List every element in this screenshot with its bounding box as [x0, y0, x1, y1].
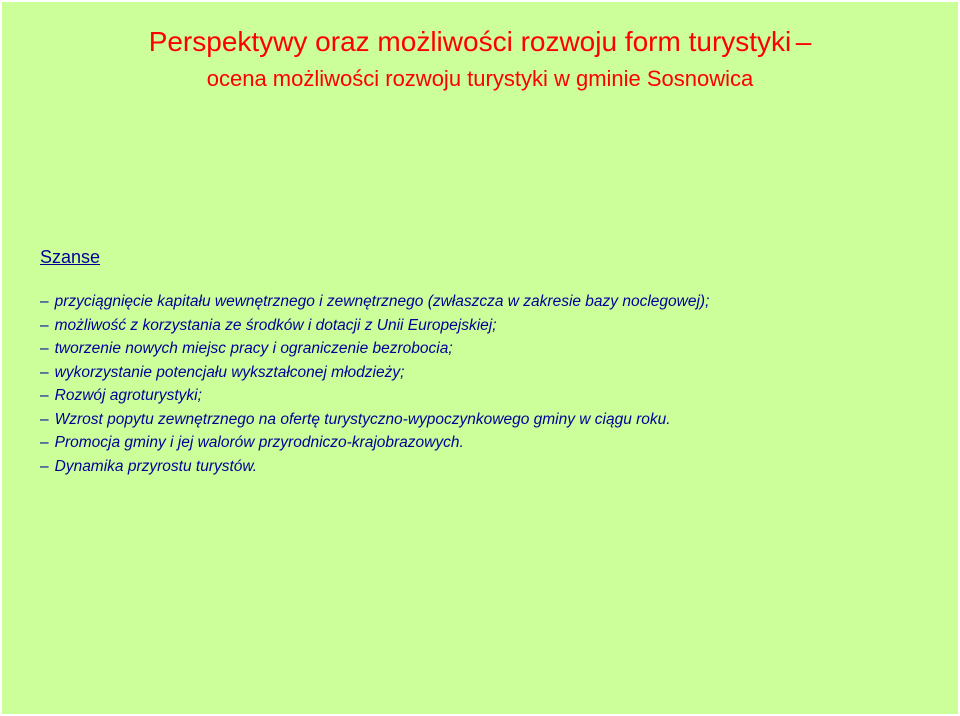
list-item: [40, 384, 940, 408]
section-heading: Szanse: [40, 247, 101, 267]
list-item: [40, 408, 940, 432]
bullet-dash: –: [40, 363, 49, 381]
bullet-text: tworzenie nowych miejsc pracy i ograniczenie bezrobocia;: [54, 340, 453, 357]
bullet-text: przyciągnięcie kapitału wewnętrznego i zewnętrznego (zwłaszcza w zakresie bazy noclegowej);: [54, 293, 710, 310]
bullet-dash: –: [40, 387, 49, 404]
slide-title: Perspektywy oraz możliwości rozwoju form turystyki: [148, 26, 792, 57]
list-item: [40, 361, 940, 385]
title-dash: –: [795, 26, 812, 57]
bullet-dash: –: [40, 340, 49, 357]
slide: [2, 2, 958, 714]
bullet-text: Promocja gminy i jej walorów przyrodniczo-krajobrazowych.: [54, 434, 464, 451]
list-item: [40, 314, 940, 338]
title-block: [2, 24, 958, 93]
bullet-dash: –: [40, 434, 49, 451]
bullet-text: Dynamika przyrostu turystów.: [54, 457, 258, 475]
bullet-text: Rozwój agroturystyki;: [54, 387, 202, 404]
bullet-dash: –: [40, 410, 49, 428]
slide-subtitle: ocena możliwości rozwoju turystyki w gminie Sosnowica: [206, 66, 754, 91]
list-item: [40, 290, 940, 314]
list-item: [40, 337, 940, 361]
list-item: [40, 455, 940, 479]
bullet-text: możliwość z korzystania ze środków i dotacji z Unii Europejskiej;: [54, 316, 497, 334]
bullet-list: [40, 290, 940, 478]
list-item: [40, 431, 940, 455]
bullet-text: wykorzystanie potencjału wykształconej młodzieży;: [54, 363, 405, 381]
bullet-text: Wzrost popytu zewnętrznego na ofertę turystyczno-wypoczynkowego gminy w ciągu roku.: [54, 410, 671, 428]
bullet-dash: –: [40, 457, 49, 475]
bullet-dash: –: [40, 316, 49, 334]
bullet-dash: –: [40, 293, 49, 310]
